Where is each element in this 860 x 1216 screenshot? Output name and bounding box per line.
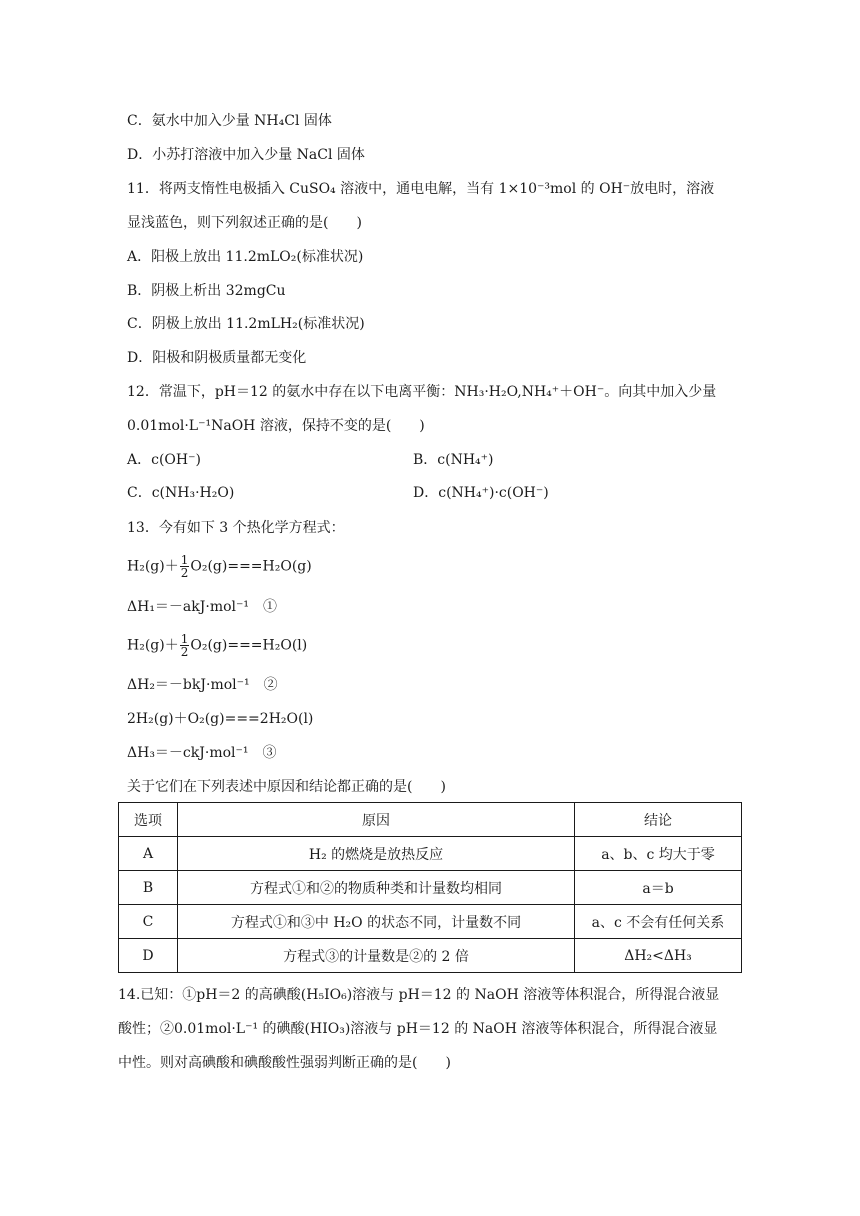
q11-option-b: B．阴极上析出 32mgCu: [127, 283, 286, 299]
table-row: [119, 939, 742, 973]
table-header-row: [119, 803, 742, 837]
equation-2: [127, 633, 307, 658]
table-cell: D: [119, 939, 178, 973]
table-header-conclusion: 结论: [575, 803, 742, 837]
equation-1: [127, 554, 312, 579]
fraction-denominator: 2: [180, 566, 189, 580]
table-header-option: 选项: [119, 803, 178, 837]
table-row: [119, 871, 742, 905]
table-cell: a、c 不会有任何关系: [575, 905, 742, 939]
table-cell: ΔH₂<ΔH₃: [575, 939, 742, 973]
table-cell: C: [119, 905, 178, 939]
q13-options-table: [118, 802, 742, 973]
table-cell: B: [119, 871, 178, 905]
equation-2-right: O₂(g)===H₂O(l): [190, 637, 308, 654]
q10-option-d: D．小苏打溶液中加入少量 NaCl 固体: [127, 147, 365, 163]
q12-stem-line1: 12．常温下，pH＝12 的氨水中存在以下电离平衡：NH₃·H₂O,NH₄⁺＋OH⁻。向其中加入少量: [127, 384, 717, 400]
q13-question: 关于它们在下列表述中原因和结论都正确的是( ): [127, 779, 446, 795]
q11-option-c: C．阴极上放出 11.2mLH₂(标准状况): [127, 316, 365, 332]
table-cell: a、b、c 均大于零: [575, 837, 742, 871]
q11-option-a: A．阳极上放出 11.2mLO₂(标准状况): [127, 249, 364, 265]
table-cell: a＝b: [575, 871, 742, 905]
table-row: [119, 905, 742, 939]
q12-option-a: A．c(OH⁻): [127, 452, 201, 468]
q11-stem-line1: 11．将两支惰性电极插入 CuSO₄ 溶液中，通电电解，当有 1×10⁻³mol 的 OH⁻放电时，溶液: [127, 181, 715, 197]
q11-option-d: D．阳极和阴极质量都无变化: [127, 350, 307, 366]
table-header-reason: 原因: [178, 803, 575, 837]
table-cell: H₂ 的燃烧是放热反应: [178, 837, 575, 871]
table-cell: 方程式③的计量数是②的 2 倍: [178, 939, 575, 973]
q14-line3: 中性。则对高碘酸和碘酸酸性强弱判断正确的是( ): [118, 1055, 451, 1071]
equation-1-right: O₂(g)===H₂O(g): [190, 558, 312, 575]
fraction-denominator: 2: [180, 645, 189, 659]
fraction-half: [180, 554, 190, 579]
equation-3: 2H₂(g)＋O₂(g)===2H₂O(l): [127, 711, 314, 727]
equation-2-left: H₂(g)＋: [127, 637, 179, 654]
fraction-numerator: 1: [180, 553, 189, 567]
equation-2-enthalpy: ΔH₂＝－bkJ·mol⁻¹ ②: [127, 677, 278, 693]
q13-stem: 13．今有如下 3 个热化学方程式：: [127, 520, 345, 536]
fraction-half: [180, 633, 190, 658]
q14-line1: 14.已知：①pH＝2 的高碘酸(H₅IO₆)溶液与 pH＝12 的 NaOH 溶液等体积混合，所得混合液显: [118, 987, 720, 1003]
q12-option-c: C．c(NH₃·H₂O): [127, 485, 235, 501]
table-cell: A: [119, 837, 178, 871]
equation-3-enthalpy: ΔH₃＝－ckJ·mol⁻¹ ③: [127, 745, 277, 761]
q12-option-b: B．c(NH₄⁺): [413, 452, 494, 468]
equation-1-left: H₂(g)＋: [127, 558, 179, 575]
q10-option-c: C．氨水中加入少量 NH₄Cl 固体: [127, 113, 332, 129]
equation-1-enthalpy: ΔH₁＝－akJ·mol⁻¹ ①: [127, 599, 278, 615]
q12-stem-line2: 0.01mol·L⁻¹NaOH 溶液，保持不变的是( ): [127, 418, 425, 434]
table-row: [119, 837, 742, 871]
q11-stem-line2: 显浅蓝色，则下列叙述正确的是( ): [127, 215, 362, 231]
table-cell: 方程式①和②的物质种类和计量数均相同: [178, 871, 575, 905]
q12-option-d: D．c(NH₄⁺)·c(OH⁻): [413, 485, 549, 501]
q14-line2: 酸性；②0.01mol·L⁻¹ 的碘酸(HIO₃)溶液与 pH＝12 的 NaOH 溶液等体积混合，所得混合液显: [118, 1021, 718, 1037]
table-cell: 方程式①和③中 H₂O 的状态不同，计量数不同: [178, 905, 575, 939]
fraction-numerator: 1: [180, 632, 189, 646]
